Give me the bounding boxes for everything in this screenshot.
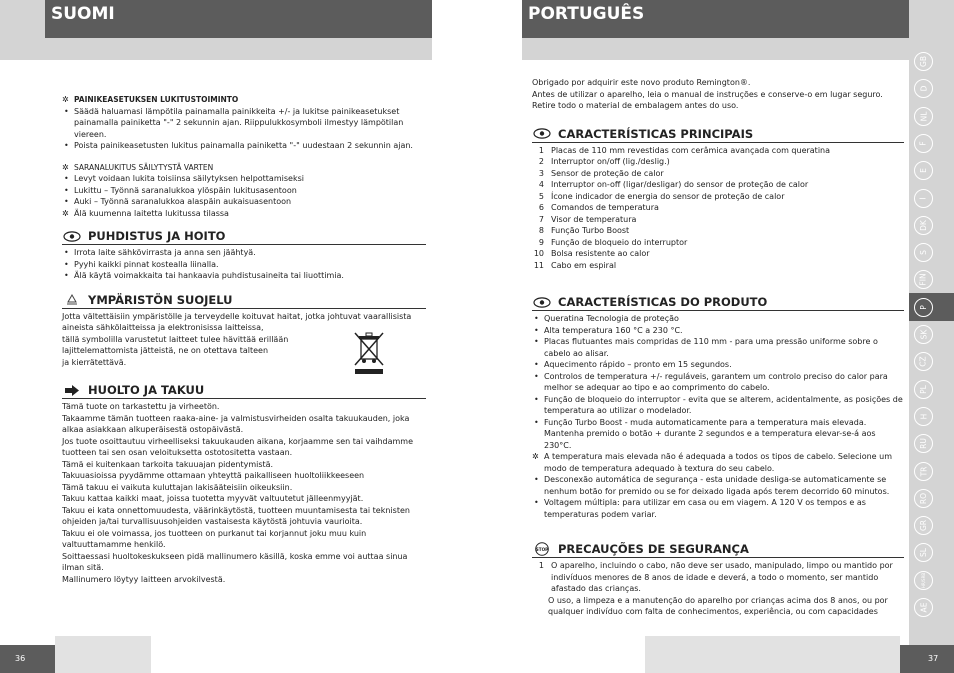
feature-item bbox=[532, 248, 904, 260]
intro-line: Antes de utilizar o aparelho, leia o manual de instruções e conserve-o em lugar seguro. bbox=[532, 89, 883, 99]
service-text bbox=[62, 401, 426, 585]
hinge-bullet: • Lukittu – Työnnä saranalukkoa ylöspäin lukitusasentoon bbox=[62, 185, 426, 197]
product-item: • Alta temperatura 160 °C a 230 °C. bbox=[532, 325, 904, 337]
right-column bbox=[532, 77, 904, 618]
language-tab-label: HR/SRB bbox=[920, 572, 926, 588]
arrow-right-icon bbox=[62, 384, 82, 396]
language-tab-tr[interactable] bbox=[914, 462, 933, 481]
left-subheader-bar bbox=[45, 38, 432, 60]
product-list bbox=[532, 313, 904, 520]
service-section bbox=[62, 383, 426, 585]
feature-number: 6 bbox=[538, 203, 544, 212]
product-item: • Queratina Tecnologia de proteção bbox=[532, 313, 904, 325]
cleaning-heading bbox=[62, 229, 426, 245]
language-tab-h[interactable] bbox=[914, 407, 933, 426]
feature-number: 4 bbox=[538, 180, 544, 189]
language-tab-nl[interactable] bbox=[914, 107, 933, 126]
feature-item bbox=[532, 237, 904, 249]
feature-number: 7 bbox=[538, 214, 544, 224]
environment-line: ja kierrätettävä. bbox=[62, 357, 127, 367]
feature-text: Sensor de proteção de calor bbox=[551, 168, 664, 178]
service-line: alkaa asiakkaan alkuperäisestä ostopäivästä. bbox=[62, 425, 244, 434]
service-line: Jos tuote osoittautuu virheelliseksi takuukauden aikana, korjaamme sen tai vaihdamme bbox=[62, 436, 414, 446]
eye-icon bbox=[532, 128, 552, 140]
environment-line: lajittelemattomista jätteistä, ne on otettava talteen bbox=[62, 346, 269, 355]
service-line: Tämä ei kuitenkaan tarkoita takuuajan pidentymistä. bbox=[62, 459, 274, 469]
environment-line: Jotta vältettäisiin ympäristölle ja terveydelle koituvat haitat, jotka johtuvat vaarallisista bbox=[62, 311, 412, 321]
feature-number: 3 bbox=[538, 168, 544, 178]
service-line: valtuuttamamme henkilö. bbox=[62, 540, 166, 549]
stop-icon bbox=[532, 543, 552, 555]
language-tab-label: S bbox=[918, 250, 928, 255]
service-line: Tämä takuu ei vaikuta kuluttajan lakisääteisiin oikeuksiin. bbox=[62, 482, 293, 492]
intro-text bbox=[532, 77, 904, 112]
language-tab-label: FIN bbox=[918, 273, 928, 286]
feature-text: Placas de 110 mm revestidas com cerâmica avançada com queratina bbox=[551, 145, 831, 155]
language-tab-label: GB bbox=[919, 56, 928, 67]
feature-text: Interruptor on-off (ligar/desligar) do sensor de proteção de calor bbox=[551, 180, 809, 189]
language-tab-f[interactable] bbox=[914, 134, 933, 153]
crossed-out-bin-icon bbox=[352, 331, 386, 379]
language-tab-label: TR bbox=[918, 466, 928, 476]
language-tab-dk[interactable] bbox=[914, 216, 933, 235]
service-line: Takuu ei ole voimassa, jos tuotteen on purkanut tai korjannut joku muu kuin bbox=[62, 528, 367, 538]
hinge-bullet: • Levyt voidaan lukita toisiinsa säilytyksen helpottamiseksi bbox=[62, 173, 426, 185]
features-list bbox=[532, 145, 904, 272]
stop-icon-label: STOP bbox=[535, 546, 549, 552]
feature-item bbox=[532, 225, 904, 237]
product-title: CARACTERÍSTICAS DO PRODUTO bbox=[558, 295, 768, 309]
language-tab-label: RO bbox=[919, 492, 928, 504]
feature-text: Ícone indicador de energia do sensor de proteção de calor bbox=[551, 191, 785, 201]
product-item: • Função Turbo Boost - muda automaticamente para a temperatura mais elevada. Mantenha premido o botão + durante 2 segundos e a temperatura elevar-se-á aos 230°C. bbox=[532, 417, 904, 452]
feature-text: Visor de temperatura bbox=[551, 214, 637, 224]
product-item: ✲ A temperatura mais elevada não é adequada a todos os tipos de cabelo. Selecione um modo de temperatura adequado à textura do seu cabelo. bbox=[532, 451, 904, 474]
cleaning-bullet: • Irrota laite sähkövirrasta ja anna sen jäähtyä. bbox=[62, 247, 426, 259]
language-tab-label: E bbox=[919, 168, 928, 174]
features-title: CARACTERÍSTICAS PRINCIPAIS bbox=[558, 126, 754, 141]
service-line: Takuu kattaa kaikki maat, joissa tuotetta myyvät valtuutetut jälleenmyyjät. bbox=[62, 494, 364, 503]
feature-number: 11 bbox=[533, 260, 544, 270]
left-edge-strip bbox=[0, 0, 45, 60]
language-tab-label: I bbox=[919, 196, 928, 200]
product-item: • Placas flutuantes mais compridas de 110 mm - para uma pressão uniforme sobre o cabelo ao alisar. bbox=[532, 336, 904, 359]
feature-text: Comandos de temperatura bbox=[551, 203, 659, 212]
left-page-number: 36 bbox=[0, 645, 55, 673]
left-column bbox=[62, 94, 426, 585]
feature-item bbox=[532, 191, 904, 203]
service-line: Takuu ei kata onnettomuudesta, väärinkäytöstä, tuotteen muuntamisesta tai teknisten bbox=[62, 505, 410, 515]
feature-number: 2 bbox=[538, 157, 544, 166]
service-line: ohjeiden ja/tai turvallisuusohjeiden vastaisesta käytöstä johtuvia vaurioita. bbox=[62, 517, 363, 526]
language-tab-gb[interactable] bbox=[914, 52, 933, 71]
service-heading bbox=[62, 383, 426, 399]
feature-item bbox=[532, 202, 904, 214]
features-heading bbox=[532, 127, 904, 143]
safety-item-text: O aparelho, incluindo o cabo, não deve ser usado, manipulado, limpo ou mantido por indivíduos menores de 8 anos de idade e deverá, a todo o momento, ser mantido afastado das crianças. bbox=[551, 561, 893, 593]
feature-number: 9 bbox=[538, 237, 544, 247]
service-line: Tämä tuote on tarkastettu ja virheetön. bbox=[62, 402, 220, 411]
safety-item-number: 1 bbox=[538, 561, 544, 570]
left-footer-block bbox=[55, 636, 151, 673]
product-item: • Função de bloqueio do interruptor - evita que se alterem, acidentalmente, as posições de temperatura ao utilizar o modelador. bbox=[532, 394, 904, 417]
environment-line: aineista sähkölaitteissa ja elektronisissa laitteissa, bbox=[62, 323, 264, 332]
right-header-band bbox=[522, 0, 909, 38]
language-tab-s[interactable] bbox=[914, 243, 933, 262]
feature-text: Cabo em espiral bbox=[551, 260, 617, 270]
intro-line: Obrigado por adquirir este novo produto Remington®. bbox=[532, 78, 751, 87]
feature-item bbox=[532, 156, 904, 168]
feature-item bbox=[532, 168, 904, 180]
environment-heading bbox=[62, 293, 426, 309]
language-tab-label: GR bbox=[919, 520, 928, 532]
right-subheader-bar bbox=[522, 38, 909, 60]
service-line: Soittaessasi huoltokeskukseen pidä mallinumero käsillä, koska emme voi auttaa sinua bbox=[62, 551, 408, 561]
language-tab-i[interactable] bbox=[914, 189, 933, 208]
hinge-bullet: • Auki – Työnnä saranalukkoa alaspäin aukaisuasentoon bbox=[62, 196, 426, 208]
safety-continuation: O uso, a limpeza e a manutenção do aparelho por crianças acima dos 8 anos, ou por qualquer indivíduo com falta de conhecimentos, experiência, ou com capacidades bbox=[548, 595, 888, 616]
safety-section bbox=[532, 542, 904, 618]
language-tab-label: H bbox=[918, 413, 928, 420]
safety-title: PRECAUÇÕES DE SEGURANÇA bbox=[558, 542, 749, 556]
feature-text: Bolsa resistente ao calor bbox=[551, 249, 650, 258]
language-tab-hr-srb[interactable] bbox=[914, 571, 933, 590]
language-tab-label: CZ bbox=[919, 356, 928, 367]
language-tab-gr[interactable] bbox=[914, 516, 933, 535]
feature-text: Função Turbo Boost bbox=[551, 226, 630, 235]
service-line: tuotteen tai sen osan veloituksetta ostotositetta vastaan. bbox=[62, 448, 293, 457]
language-tab-label: DK bbox=[918, 219, 928, 231]
language-tab-label: PL bbox=[918, 384, 928, 394]
language-tab-ro[interactable] bbox=[914, 489, 933, 508]
feature-number: 10 bbox=[533, 249, 544, 258]
service-line: Takaamme tämän tuotteen raaka-aine- ja valmistusvirheiden osalta takuukauden, joka bbox=[62, 413, 410, 423]
lock-bullet: • Poista painikeasetusten lukitus painamalla painiketta "-" uudestaan 2 sekunnin ajan. bbox=[62, 140, 426, 152]
cleaning-bullet: • Älä käytä voimakkaita tai hankaavia puhdistusaineita tai liuottimia. bbox=[62, 270, 426, 282]
language-tab-label: P bbox=[919, 304, 928, 310]
product-heading bbox=[532, 295, 904, 311]
language-tab-label: SK bbox=[919, 329, 928, 340]
service-line: Takuuasioissa pyydämme ottamaan yhteyttä paikalliseen huoltoliikkeeseen bbox=[62, 471, 365, 480]
cleaning-bullet: • Pyyhi kaikki pinnat kostealla liinalla. bbox=[62, 259, 426, 271]
hinge-block-bullets bbox=[62, 173, 426, 208]
feature-number: 5 bbox=[538, 191, 544, 201]
product-item: • Desconexão automática de segurança - esta unidade desliga-se automaticamente se nenhum botão for premido ou se for deixado ligada após terem decorrido 60 minutos. bbox=[532, 474, 904, 497]
hinge-block-note: ✲ Älä kuumenna laitetta lukitussa tilassa bbox=[62, 208, 426, 220]
feature-text: Interruptor on/off (lig./deslig.) bbox=[551, 157, 670, 166]
environment-title: YMPÄRISTÖN SUOJELU bbox=[88, 292, 233, 307]
language-tab-label: AE bbox=[919, 602, 928, 613]
left-header-band bbox=[45, 0, 432, 38]
feature-item bbox=[532, 179, 904, 191]
service-title: HUOLTO JA TAKUU bbox=[88, 383, 205, 397]
recycle-icon bbox=[62, 294, 82, 306]
language-tab-ae[interactable] bbox=[914, 598, 933, 617]
intro-line: Retire todo o material de embalagem antes do uso. bbox=[532, 101, 739, 110]
language-tab-label: NL bbox=[918, 111, 928, 121]
lock-bullet: • Säädä haluamasi lämpötila painamalla painikkeita +/- ja lukitse painikeasetukset painamalla painiketta "-" 2 sekunnin ajan. Riippulukkosymboli ilmestyy lämpötilan viereen. bbox=[62, 106, 426, 141]
features-section bbox=[532, 127, 904, 272]
product-item: • Voltagem múltipla: para utilizar em casa ou em viagem. A 120 V os tempos e as temperaturas podem variar. bbox=[532, 497, 904, 520]
environment-body bbox=[62, 311, 426, 369]
left-page-title: SUOMI bbox=[51, 4, 115, 24]
feature-text: Função de bloqueio do interruptor bbox=[551, 237, 688, 247]
cleaning-section bbox=[62, 229, 426, 282]
service-line: ilman sitä. bbox=[62, 563, 104, 572]
lock-block-bullets bbox=[62, 106, 426, 152]
eye-icon bbox=[532, 296, 552, 308]
environment-section bbox=[62, 293, 426, 369]
feature-number: 8 bbox=[538, 226, 544, 235]
product-item: • Controlos de temperatura +/- reguláveis, garantem um controlo preciso do calor para melhor se adequar ao tipo e ao comprimento do cabelo. bbox=[532, 371, 904, 394]
right-page-number: 37 bbox=[900, 645, 954, 673]
product-item: • Aquecimento rápido – pronto em 15 segundos. bbox=[532, 359, 904, 371]
environment-line: tällä symbolilla varustetut laitteet tulee hävittää erillään bbox=[62, 334, 289, 344]
service-line: Mallinumero löytyy laitteen arvokilvestä. bbox=[62, 574, 226, 584]
right-footer-block bbox=[645, 636, 900, 673]
hinge-block-title: ✲ SARANALUKITUS SÄILYTYSTÄ VARTEN bbox=[62, 162, 426, 174]
safety-item bbox=[532, 560, 904, 595]
language-tab-p[interactable] bbox=[914, 298, 933, 317]
safety-heading bbox=[532, 542, 904, 558]
right-page-title: PORTUGUÊS bbox=[528, 4, 645, 24]
feature-item bbox=[532, 214, 904, 226]
cleaning-bullets bbox=[62, 247, 426, 282]
feature-item bbox=[532, 260, 904, 272]
cleaning-title: PUHDISTUS JA HOITO bbox=[88, 229, 226, 243]
lock-block-title: ✲ PAINIKEASETUKSEN LUKITUSTOIMINTO bbox=[62, 94, 426, 106]
language-tab-label: RU bbox=[918, 438, 928, 450]
feature-number: 1 bbox=[538, 145, 544, 155]
language-tab-pl[interactable] bbox=[914, 380, 933, 399]
eye-icon bbox=[62, 230, 82, 242]
language-tab-label: F bbox=[918, 141, 928, 146]
language-tab-sk[interactable] bbox=[914, 325, 933, 344]
language-tab-label: D bbox=[919, 85, 928, 92]
feature-item bbox=[532, 145, 904, 157]
language-tab-label: SL bbox=[918, 548, 928, 558]
product-section bbox=[532, 295, 904, 520]
